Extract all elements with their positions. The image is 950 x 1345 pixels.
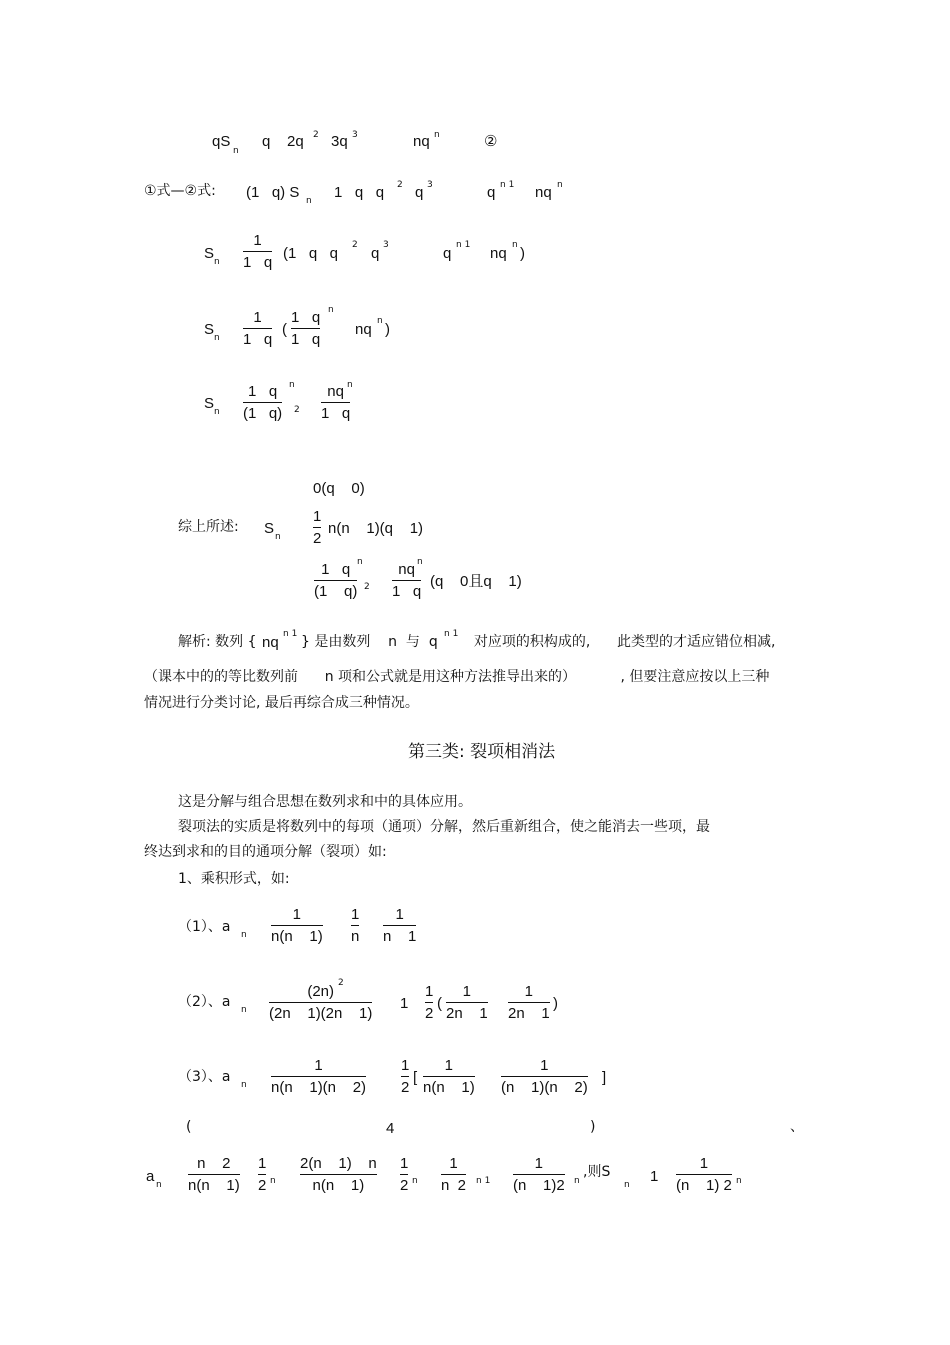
fraction: (2n) (2n 1)(2n 1)	[269, 983, 373, 1022]
fraction: n 2 n(n 1)	[188, 1155, 240, 1194]
list-item: 1、乘积形式，如:	[178, 871, 290, 887]
fraction: 1 n(n 1)	[271, 906, 323, 945]
fraction: 1 2n 1	[446, 983, 488, 1022]
fraction: 1 2n 1	[508, 983, 550, 1022]
fraction: nq 1 q	[321, 383, 351, 422]
section-heading: 第三类: 裂项相消法	[408, 742, 556, 762]
fraction: 1 1 q	[243, 232, 273, 271]
fraction: 1 (n 1)(n 2)	[501, 1057, 588, 1096]
fraction: 2(n 1) n n(n 1)	[300, 1155, 377, 1194]
paragraph: 终达到求和的目的通项分解（裂项）如:	[144, 844, 387, 860]
paragraph: 裂项法的实质是将数列中的每项（通项）分解，然后重新组合，使之能消去一些项，最	[178, 819, 710, 835]
paragraph: 这是分解与组合思想在数列求和中的具体应用。	[178, 794, 472, 810]
fraction: 1 1 q	[243, 309, 273, 348]
fraction: 1 q (1 q)	[314, 561, 358, 600]
fraction: nq 1 q	[392, 561, 422, 600]
fraction: 1 q (1 q)	[243, 383, 283, 422]
fraction: 1 2	[425, 983, 434, 1022]
fraction: 1 n 1	[383, 906, 417, 945]
fraction: 1 n	[351, 906, 360, 945]
fraction: 1 (n 1)2	[513, 1155, 565, 1194]
fraction: 1 q 1 q	[291, 309, 321, 348]
fraction: 1 2	[313, 508, 322, 547]
fraction: 1 2	[258, 1155, 267, 1194]
fraction: 1 2	[401, 1057, 410, 1096]
fraction: 1 n 2	[441, 1155, 467, 1194]
fraction: 1 n(n 1)(n 2)	[271, 1057, 367, 1096]
fraction: 1 (n 1) 2	[676, 1155, 732, 1194]
fraction: 1 2	[400, 1155, 409, 1194]
fraction: 1 n(n 1)	[423, 1057, 475, 1096]
